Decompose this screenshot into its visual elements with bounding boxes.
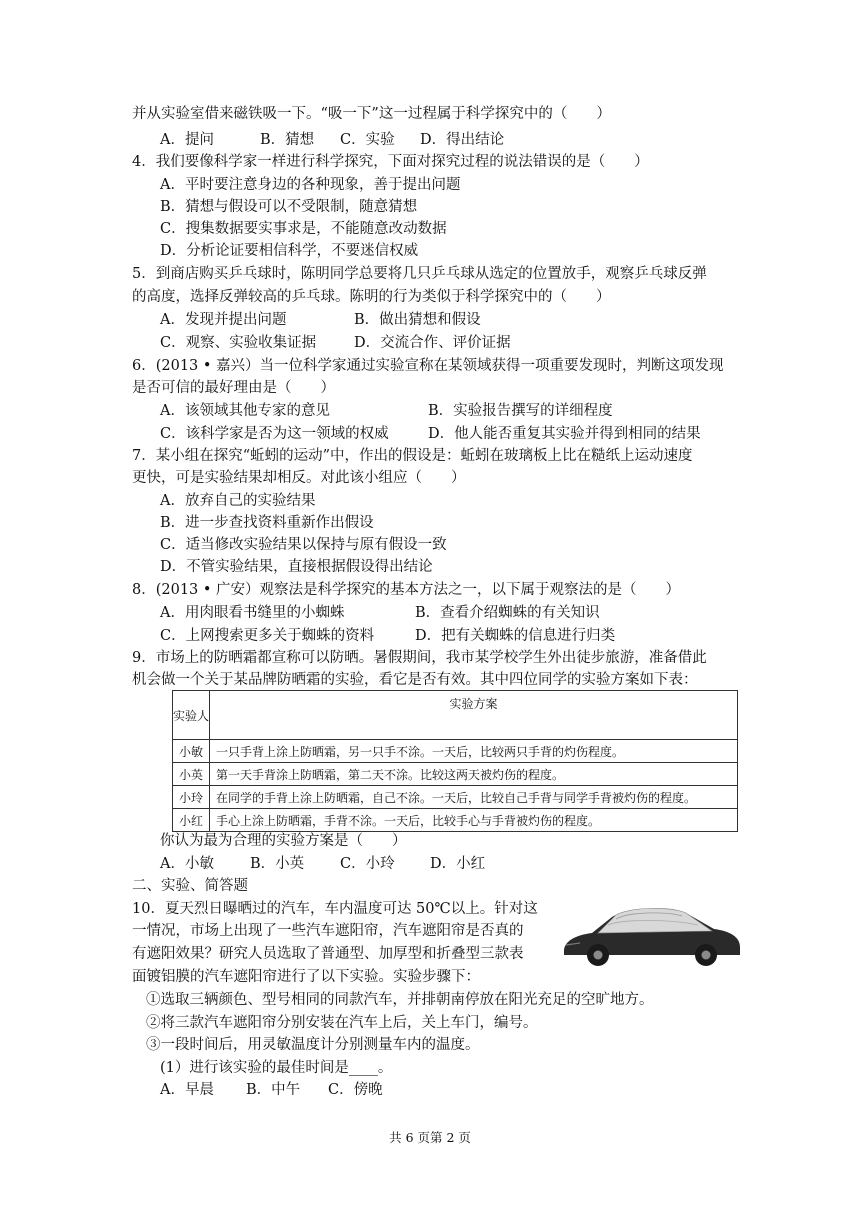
option-d: D．不管实验结果，直接根据假设得出结论 — [160, 559, 433, 575]
option-b: B．猜想 — [260, 132, 315, 148]
step-3: ③一段时间后，用灵敏温度计分别测量车内的温度。 — [146, 1037, 480, 1053]
option-d: D．小红 — [430, 856, 486, 872]
table-cell-name: 小敏 — [173, 740, 210, 763]
option-a: A．用肉眼看书缝里的小蜘蛛 — [160, 605, 345, 621]
option-a: A．提问 — [160, 132, 214, 148]
option-c: C．实验 — [340, 132, 395, 148]
table-cell-name: 小英 — [173, 763, 210, 786]
page-footer: 共 6 页第 2 页 — [389, 1130, 471, 1145]
question-4-stem: 4．我们要像科学家一样进行科学探究，下面对探究过程的说法错误的是（ ） — [132, 154, 649, 170]
table-row — [173, 809, 738, 832]
question-10-stem-4: 面镀铝膜的汽车遮阳帘进行了以下实验。实验步骤下： — [132, 969, 480, 985]
option-b: B．小英 — [250, 856, 305, 872]
option-c: C．观察、实验收集证据 — [160, 335, 317, 351]
option-b: B．实验报告撰写的详细程度 — [428, 403, 613, 419]
table-header-row — [173, 691, 738, 740]
table-row — [173, 740, 738, 763]
question-3-stem: 并从实验室借来磁铁吸一下。“吸一下”这一过程属于科学探究中的（ ） — [132, 106, 611, 122]
table-cell-plan: 在同学的手背上涂上防晒霜，自己不涂。一天后，比较自己手背与同学手背被灼伤的程度。 — [210, 786, 738, 809]
option-d: D．分析论证要相信科学，不要迷信权威 — [160, 243, 419, 259]
question-8-stem: 8．(2013 • 广安）观察法是科学探究的基本方法之一，以下属于观察法的是（ ） — [132, 582, 681, 598]
table-cell-plan: 第一天手背涂上防晒霜，第二天不涂。比较这两天被灼伤的程度。 — [210, 763, 738, 786]
option-b: B．做出猜想和假设 — [354, 312, 481, 328]
option-b: B．中午 — [246, 1082, 301, 1098]
question-7-stem-2: 更快，可是实验结果却相反。对此该小组应（ ） — [132, 470, 466, 486]
section-title: 二、实验、简答题 — [132, 878, 248, 894]
question-7-stem: 7．某小组在探究“蚯蚓的运动”中，作出的假设是：蚯蚓在玻璃板上比在糙纸上运动速度 — [132, 448, 693, 464]
header-plan: 实验方案 — [210, 691, 738, 740]
question-5-stem-2: 的高度，选择反弹较高的乒乓球。陈明的行为类似于科学探究中的（ ） — [132, 289, 611, 305]
option-b: B．查看介绍蜘蛛的有关知识 — [415, 605, 600, 621]
question-10-sub-1: (1）进行该实验的最佳时间是____。 — [160, 1060, 393, 1076]
option-d: D．他人能否重复其实验并得到相同的结果 — [428, 426, 701, 442]
option-a: A．小敏 — [160, 856, 214, 872]
question-9-stem: 9．市场上的防晒霜都宣称可以防晒。暑假期间，我市某学校学生外出徒步旅游，准备借此 — [132, 650, 707, 666]
option-a: A．平时要注意身边的各种现象，善于提出问题 — [160, 177, 461, 193]
question-6-stem-2: 是否可信的最好理由是（ ） — [132, 380, 335, 396]
option-c: C．适当修改实验结果以保持与原有假设一致 — [160, 537, 447, 553]
option-d: D．交流合作、评价证据 — [354, 335, 511, 351]
option-a: A．该领域其他专家的意见 — [160, 403, 330, 419]
table-cell-plan: 手心上涂上防晒霜，手背不涂。一天后，比较手心与手背被灼伤的程度。 — [210, 809, 738, 832]
option-c: C．上网搜索更多关于蜘蛛的资料 — [160, 628, 375, 644]
option-a: A．发现并提出问题 — [160, 312, 287, 328]
option-c: C．傍晚 — [328, 1082, 383, 1098]
option-c: C．搜集数据要实事求是，不能随意改动数据 — [160, 221, 447, 237]
option-a: A．放弃自己的实验结果 — [160, 493, 316, 509]
table-cell-plan: 一只手背上涂上防晒霜，另一只手不涂。一天后，比较两只手背的灼伤程度。 — [210, 740, 738, 763]
question-5-stem: 5．到商店购买乒乓球时，陈明同学总要将几只乒乓球从选定的位置放手，观察乒乓球反弹 — [132, 266, 707, 282]
question-10-stem: 10．夏天烈日曝晒过的汽车，车内温度可达 50℃以上。针对这 — [132, 901, 538, 917]
question-9-stem-2: 机会做一个关于某品牌防晒霜的实验，看它是否有效。其中四位同学的实验方案如下表： — [132, 672, 698, 688]
experiment-plan-table — [172, 690, 738, 832]
option-d: D．得出结论 — [420, 132, 505, 148]
table-row — [173, 763, 738, 786]
option-c: C．该科学家是否为这一领域的权威 — [160, 426, 389, 442]
question-10-stem-3: 有遮阳效果？研究人员选取了普通型、加厚型和折叠型三款表 — [132, 946, 524, 962]
option-b: B．猜想与假设可以不受限制，随意猜想 — [160, 199, 418, 215]
step-2: ②将三款汽车遮阳帘分别安装在汽车上后，关上车门，编号。 — [146, 1015, 538, 1031]
option-a: A．早晨 — [160, 1082, 214, 1098]
car-with-sunshade-icon — [558, 895, 746, 975]
table-cell-name: 小红 — [173, 809, 210, 832]
table-cell-name: 小玲 — [173, 786, 210, 809]
question-10-stem-2: 一情况，市场上出现了一些汽车遮阳帘，汽车遮阳帘是否真的 — [132, 923, 524, 939]
question-6-stem: 6．(2013 • 嘉兴）当一位科学家通过实验宣称在某领域获得一项重要发现时，判断这项发现 — [132, 358, 724, 374]
step-1: ①选取三辆颜色、型号相同的同款汽车，并排朝南停放在阳光充足的空旷地方。 — [146, 992, 654, 1008]
option-d: D．把有关蜘蛛的信息进行归类 — [415, 628, 616, 644]
option-c: C．小玲 — [340, 856, 395, 872]
header-experimenter: 实验人 — [173, 691, 210, 740]
table-row — [173, 786, 738, 809]
option-b: B．进一步查找资料重新作出假设 — [160, 515, 374, 531]
question-9-ask: 你认为最为合理的实验方案是（ ） — [160, 833, 407, 849]
